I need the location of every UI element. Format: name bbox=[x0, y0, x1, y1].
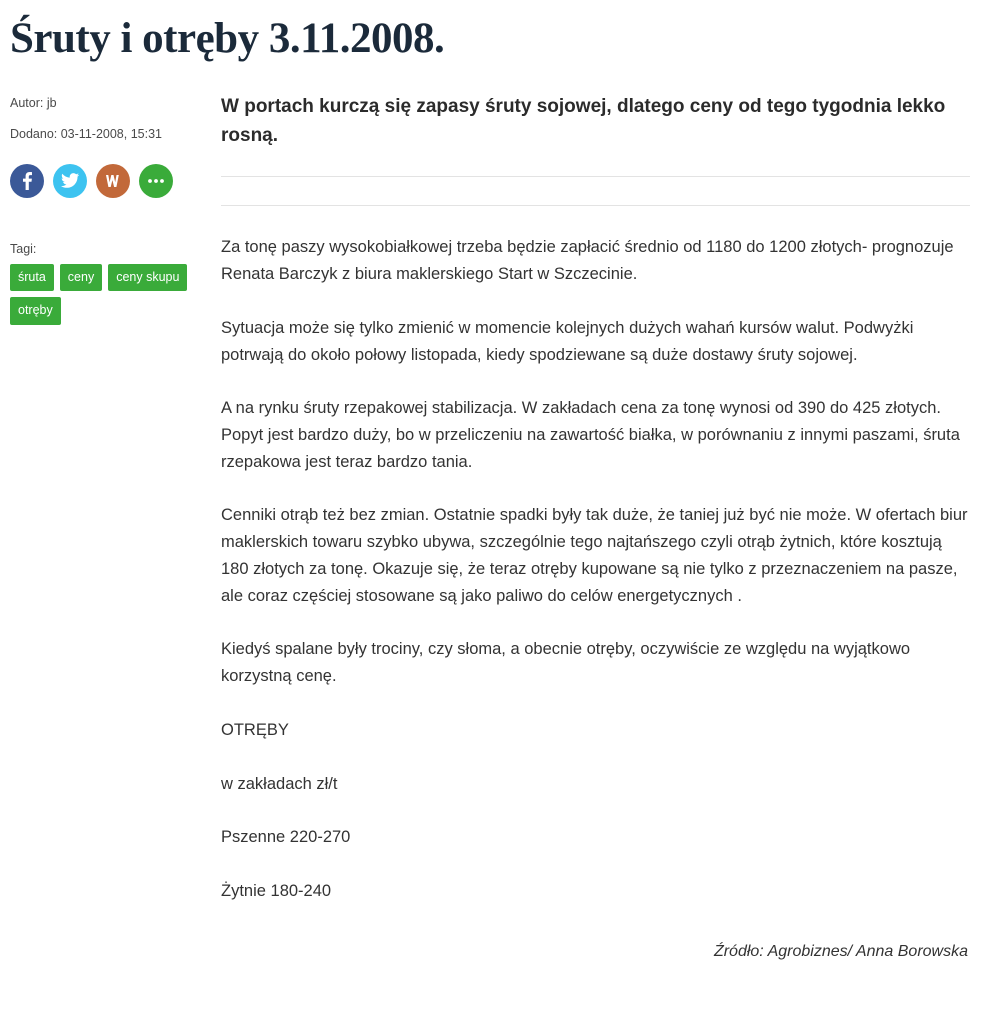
article-paragraph: Za tonę paszy wysokobiałkowej trzeba będzie zapłacić średnio od 1180 do 1200 złotych- prognozuje Renata Barczyk z biura maklerskiego Start w Szczecinie. bbox=[221, 238, 954, 284]
article-source: Źródło: Agrobiznes/ Anna Borowska bbox=[713, 942, 968, 960]
article-body-wrapper bbox=[10, 93, 974, 970]
more-share-button[interactable] bbox=[139, 164, 173, 198]
facebook-icon bbox=[23, 172, 32, 190]
page-title: Śruty i otręby 3.11.2008. bbox=[10, 15, 445, 62]
article-content bbox=[205, 93, 974, 970]
article-paragraph: w zakładach zł/t bbox=[221, 774, 338, 793]
article-paragraph: OTRĘBY bbox=[221, 720, 289, 739]
wykop-share-button[interactable] bbox=[96, 164, 130, 198]
article-paragraph: Kiedyś spalane były trociny, czy słoma, a obecnie otręby, oczywiście ze względu na wyjątkowo korzystną cenę. bbox=[221, 640, 911, 686]
share-buttons bbox=[10, 164, 205, 198]
divider-bottom bbox=[221, 205, 970, 206]
ellipsis-icon bbox=[147, 178, 165, 184]
article-paragraph: Żytnie 180-240 bbox=[221, 881, 332, 900]
divider-top bbox=[221, 176, 970, 177]
twitter-icon bbox=[61, 173, 79, 188]
article-meta-sidebar bbox=[10, 93, 205, 325]
twitter-share-button[interactable] bbox=[53, 164, 87, 198]
article-paragraph: A na rynku śruty rzepakowej stabilizacja. W zakładach cena za tonę wynosi od 390 do 425 złotych. Popyt jest bardzo duży, bo w przeliczeniu na zawartość białka, w porównaniu z innymi paszami, śruta rzepakowa jest teraz bardzo tania. bbox=[221, 399, 960, 471]
wykop-icon bbox=[105, 174, 121, 188]
tag-item[interactable]: ceny skupu bbox=[108, 264, 187, 292]
article-date: Dodano: 03-11-2008, 15:31 bbox=[10, 126, 162, 141]
article-author: Autor: jb bbox=[10, 96, 57, 111]
tag-item[interactable]: ceny bbox=[60, 264, 102, 292]
article-paragraph: Pszenne 220-270 bbox=[221, 828, 351, 847]
tags-label: Tagi: bbox=[10, 241, 37, 256]
tag-item[interactable]: śruta bbox=[10, 264, 54, 292]
article-paragraph: Sytuacja może się tylko zmienić w momencie kolejnych dużych wahań kursów walut. Podwyżki potrwają do około połowy listopada, kiedy spodziewane są duże dostawy śruty sojowej. bbox=[221, 318, 914, 364]
tags-list bbox=[10, 264, 198, 325]
article-lead: W portach kurczą się zapasy śruty sojowej, dlatego ceny od tego tygodnia lekko rosną. bbox=[221, 96, 946, 146]
article-paragraph: Cenniki otrąb też bez zmian. Ostatnie spadki były tak duże, że taniej już być nie może. W ofertach biur maklerskich towaru szybko ubywa, szczególnie tego najtańszego czyli otrąb żytnich, które kosztują 180 złotych za tonę. Okazuje się, że teraz otręby kupowane są nie tylko z przeznaczeniem na pasze, ale coraz częściej stosowane są jako paliwo do celów energetycznych . bbox=[221, 506, 968, 605]
tag-item[interactable]: otręby bbox=[10, 297, 61, 325]
facebook-share-button[interactable] bbox=[10, 164, 44, 198]
